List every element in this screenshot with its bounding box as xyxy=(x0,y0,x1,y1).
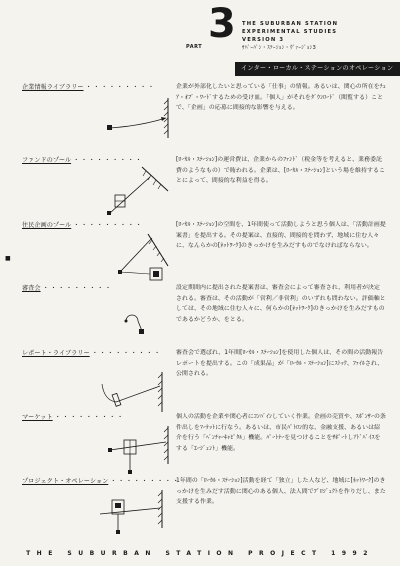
chapter-title-bar: インター・ローカル・ステーションのオペレーション xyxy=(235,62,400,76)
leader-dots: ・・・・・・・・・ xyxy=(54,414,125,421)
section-description: 企業が外部化したいと思っている「仕事」の情報。あるいは、関心の所在をﾁｪｱ・ｵﾌﾞ・ﾜｰﾄﾞするための受け皿。「個人」がそれをﾀﾞｳﾝﾛｰﾄﾞ（閲覧する）ことで、「企画」の応募に間接的な影響を与える。 xyxy=(176,84,386,111)
section-label-text: 審査会 xyxy=(22,285,41,292)
diagram-icon xyxy=(90,420,170,484)
part-number: 3 xyxy=(208,1,236,47)
section-label-text: プロジェクト・オペレーション xyxy=(22,478,109,485)
leader-dots: ・・・・・・・・・ xyxy=(85,84,156,91)
series-title-line-4: ｻﾊﾞｰﾊﾞﾝ・ｽﾃｰｼｮﾝ・ｳﾞｧｰｼﾞｮﾝ3 xyxy=(242,45,317,51)
series-title xyxy=(242,20,338,52)
leader-dots: ・・・・・・・・・ xyxy=(73,222,144,229)
diagram-icon xyxy=(90,356,170,418)
leader-dots: ・・・・・・・・・ xyxy=(110,478,181,485)
diagram-icon xyxy=(90,163,170,223)
section-description: 設定期間内に提出された提案書は、審査会によって審査され、利用者が決定される。審査は、その活動が「営利／非営利」のいずれも問わない。評価軸としては、その地域に住む人々に、何らかの[ﾈｯﾄﾜｰｸ]のきっかけを生みだすものであるかどうか、をとる。 xyxy=(176,285,386,323)
leader-dots: ・・・・・・・・・ xyxy=(91,350,162,357)
series-title-line-3: VERSION 3 xyxy=(242,37,285,43)
series-title-line-1: THE SUBURBAN STATION xyxy=(242,21,339,27)
footer-project-title: THE SUBURBAN STATION PROJECT 1992 xyxy=(26,550,374,557)
diagram-icon xyxy=(90,90,170,150)
section-description: 1年間の「ﾛｰｶﾙ・ｽﾃｰｼｮﾝ]活動を経て「独立」した人など、地域に[ﾈｯﾄﾜｰｸ]のきっかけを生みだす活動に関心のある個人、法人間でﾌﾟﾛｼﾞｪｸﾄを作りだし、また支援する作業。 xyxy=(176,478,386,505)
section-description: 審査会で選ばれ、1年間[ﾛｰｶﾙ・ｽﾃｰｼｮﾝ]を使用した個人は、その間の活動報告レポートを提出する。この「成果品」が「ﾛｰｶﾙ・ｽﾃｰｼｮﾝ]にｽﾄｯｸ、ﾌｧｲﾙされ、公開される。 xyxy=(176,350,384,377)
diagram-icon xyxy=(90,484,170,546)
section-label-text: マーケット xyxy=(22,414,53,421)
series-title-line-2: EXPERIMENTAL STUDIES xyxy=(242,29,338,35)
margin-dot: ■ xyxy=(5,255,11,262)
section-description: [ﾛｰｶﾙ・ｽﾃｰｼｮﾝ]の運営費は、企業からのﾌｧﾝﾄﾞ（税金等を考えると、業務委託費のようなもの）で賄われる。企業は、[ﾛｰｶﾙ・ｽﾃｰｼｮﾝ]という場を維持することによって、間接的な利益を得る。 xyxy=(176,157,385,184)
section-label-text: 企業情報ライブラリー xyxy=(22,84,84,91)
section-label-text: 住民企画のプール xyxy=(22,222,72,229)
part-label: PART xyxy=(186,44,203,50)
section-label-text: ファンドのプール xyxy=(22,157,72,164)
diagram-icon xyxy=(90,291,170,351)
part-header xyxy=(186,1,386,58)
section-label-text: レポート・ライブラリー xyxy=(22,350,90,357)
section-description: 個人の活動を企業や関心者にｺﾝﾊﾞｲﾝしていく作業。企画の売買や、ｽﾎﾟﾝｻｰの条件出しをﾏｰｹｯﾄに行なう。あるいは、市民ﾊﾟﾄﾛﾝ的な、金融支援、あるいは紹介を行う「ﾍﾞﾝﾁｬｰｷｬﾋﾟﾀﾙ」機能。ﾊﾟｰﾄﾅｰを見つけることをｻﾎﾟｰﾄしｱﾄﾞﾊﾞｲｽをする「ｴｰｼﾞｪﾝﾄ」機能。 xyxy=(176,414,386,452)
diagram-icon xyxy=(90,228,170,290)
section-description: [ﾛｰｶﾙ・ｽﾃｰｼｮﾝ]の空間を、1年間使って活動しようと思う個人は、「活動計画提案書」を提出する。その提案は、直接的、間接的を問わず、地域に住む人々に、なんらかの[ﾈｯﾄﾜｰｸ]のきっかけを生みだすものでなければならない。 xyxy=(176,222,386,249)
leader-dots: ・・・・・・・・・ xyxy=(42,285,113,292)
leader-dots: ・・・・・・・・・ xyxy=(73,157,144,164)
